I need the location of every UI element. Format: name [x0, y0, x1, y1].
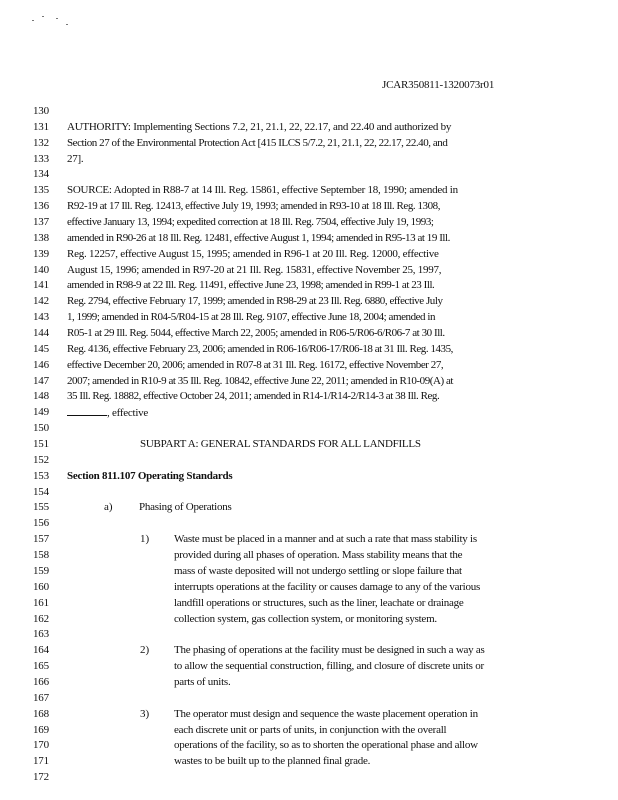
line-text: August 15, 1996; amended in R97-20 at 21 Ill. Reg. 15831, effective November 25, 1997,	[67, 263, 442, 276]
line-text: AUTHORITY: Implementing Sections 7.2, 21, 21.1, 22, 22.17, and 22.40 and authorized by	[67, 120, 452, 133]
line-text: to allow the sequential construction, filling, and closure of discrete units or	[174, 660, 484, 673]
line-number: 158	[33, 549, 49, 562]
line-137	[0, 215, 618, 231]
subitem-label: 2)	[140, 644, 150, 657]
line-169	[0, 723, 618, 739]
line-136	[0, 199, 618, 215]
line-number: 167	[33, 691, 49, 704]
line-text-with-blank	[67, 405, 148, 422]
line-text: operations of the facility, so as to shorten the operational phase and allow	[174, 739, 478, 752]
line-number: 150	[33, 422, 49, 435]
line-139	[0, 247, 618, 263]
line-number: 141	[33, 279, 49, 292]
line-134	[0, 167, 618, 183]
line-text: parts of units.	[174, 675, 231, 688]
line-text: 1, 1999; amended in R04-5/R04-15 at 28 Ill. Reg. 9107, effective June 18, 2004; amended in	[67, 311, 436, 324]
line-153	[0, 469, 618, 485]
line-132	[0, 136, 618, 152]
line-166	[0, 675, 618, 691]
line-text: provided during all phases of operation. Mass stability means that the	[174, 549, 463, 562]
line-162	[0, 612, 618, 628]
line-165	[0, 659, 618, 675]
line-157	[0, 532, 618, 548]
section-heading: Section 811.107 Operating Standards	[67, 469, 233, 482]
line-number: 157	[33, 533, 49, 546]
line-149	[0, 405, 618, 421]
line-number: 163	[33, 628, 49, 641]
line-number: 132	[33, 136, 49, 149]
line-141	[0, 278, 618, 294]
line-text: R05-1 at 29 Ill. Reg. 5044, effective March 22, 2005; amended in R06-5/R06-6/R06-7 at 30 Ill.	[67, 327, 445, 340]
line-135	[0, 183, 618, 199]
line-text: amended in R90-26 at 18 Ill. Reg. 12481, effective August 1, 1994; amended in R95-13 at 19 Ill.	[67, 231, 450, 244]
line-number: 151	[33, 438, 49, 451]
line-131	[0, 120, 618, 136]
line-text: effective December 20, 2006; amended in R07-8 at 31 Ill. Reg. 16172, effective November 27,	[67, 358, 444, 371]
line-143	[0, 310, 618, 326]
line-number: 133	[33, 152, 49, 165]
line-number: 147	[33, 374, 49, 387]
line-161	[0, 596, 618, 612]
line-number: 164	[33, 644, 49, 657]
line-number: 148	[33, 390, 49, 403]
line-133	[0, 152, 618, 168]
line-text: interrupts operations at the facility or causes damage to any of the various	[174, 580, 481, 593]
line-text: Waste must be placed in a manner and at such a rate that mass stability is	[174, 533, 477, 546]
line-number: 143	[33, 311, 49, 324]
line-138	[0, 231, 618, 247]
line-number: 168	[33, 707, 49, 720]
line-144	[0, 326, 618, 342]
line-142	[0, 294, 618, 310]
line-number: 130	[33, 105, 49, 117]
line-number: 161	[33, 596, 49, 609]
line-164	[0, 643, 618, 659]
line-text: 35 Ill. Reg. 18882, effective October 24, 2011; amended in R14-1/R14-2/R14-3 at 38 Ill. Reg.	[67, 390, 440, 403]
line-number: 145	[33, 342, 49, 355]
line-number: 134	[33, 168, 49, 181]
line-number: 162	[33, 612, 49, 625]
line-number: 135	[33, 184, 49, 197]
subitem-label: 1)	[140, 533, 150, 546]
line-number: 140	[33, 263, 49, 276]
line-168	[0, 707, 618, 723]
item-heading: Phasing of Operations	[139, 501, 232, 514]
line-text: wastes to be built up to the planned final grade.	[174, 755, 371, 768]
line-167	[0, 691, 618, 707]
line-text: mass of waste deposited will not undergo settling or slope failure that	[174, 564, 462, 577]
line-number: 170	[33, 739, 49, 752]
line-text: SOURCE: Adopted in R88-7 at 14 Ill. Reg. 15861, effective September 18, 1990; amended in	[67, 184, 458, 197]
line-text: The operator must design and sequence the waste placement operation in	[174, 707, 478, 720]
line-number: 152	[33, 453, 49, 466]
line-159	[0, 564, 618, 580]
line-text: R92-19 at 17 Ill. Reg. 12413, effective July 19, 1993; amended in R93-10 at 18 Ill. Reg. 1308,	[67, 200, 440, 213]
line-number: 138	[33, 231, 49, 244]
document-body	[0, 104, 618, 786]
line-number: 166	[33, 675, 49, 688]
subpart-heading: SUBPART A: GENERAL STANDARDS FOR ALL LANDFILLS	[140, 438, 421, 451]
line-text: amended in R98-9 at 22 Ill. Reg. 11491, effective June 23, 1998; amended in R99-1 at 23 Ill.	[67, 279, 435, 292]
line-text: 2007; amended in R10-9 at 35 Ill. Reg. 10842, effective June 22, 2011; amended in R10-09(A) at	[67, 374, 453, 387]
line-number: 149	[33, 406, 49, 419]
line-number: 146	[33, 358, 49, 371]
line-number: 172	[33, 771, 49, 784]
line-154	[0, 485, 618, 501]
line-156	[0, 516, 618, 532]
scan-marks	[32, 14, 72, 28]
line-text: , effective	[107, 407, 149, 420]
line-number: 142	[33, 295, 49, 308]
blank-underline	[67, 405, 107, 416]
line-160	[0, 580, 618, 596]
line-130	[0, 104, 618, 120]
line-number: 156	[33, 517, 49, 530]
line-number: 153	[33, 469, 49, 482]
line-172	[0, 770, 618, 786]
line-163	[0, 627, 618, 643]
line-text: effective January 13, 1994; expedited correction at 18 Ill. Reg. 7504, effective July 19, 1993;	[67, 216, 434, 229]
line-number: 137	[33, 216, 49, 229]
line-148	[0, 389, 618, 405]
line-145	[0, 342, 618, 358]
line-number: 155	[33, 501, 49, 514]
line-text: collection system, gas collection system, or monitoring system.	[174, 612, 437, 625]
line-171	[0, 754, 618, 770]
line-text: each discrete unit or parts of units, in conjunction with the overall	[174, 723, 447, 736]
line-number: 139	[33, 247, 49, 260]
line-152	[0, 453, 618, 469]
line-number: 171	[33, 755, 49, 768]
line-number: 160	[33, 580, 49, 593]
line-number: 136	[33, 200, 49, 213]
line-147	[0, 374, 618, 390]
line-number: 165	[33, 660, 49, 673]
line-146	[0, 358, 618, 374]
line-text: Reg. 4136, effective February 23, 2006; amended in R06-16/R06-17/R06-18 at 31 Ill. Reg. 1435,	[67, 342, 453, 355]
line-140	[0, 263, 618, 279]
line-text: The phasing of operations at the facility must be designed in such a way as	[174, 644, 485, 657]
line-text: Section 27 of the Environmental Protection Act [415 ILCS 5/7.2, 21, 21.1, 22, 22.17, 22.40, and	[67, 136, 448, 149]
subitem-label: 3)	[140, 707, 150, 720]
line-158	[0, 548, 618, 564]
line-number: 144	[33, 327, 49, 340]
line-155	[0, 500, 618, 516]
line-170	[0, 738, 618, 754]
line-text: landfill operations or structures, such as the liner, leachate or drainage	[174, 596, 464, 609]
item-label: a)	[104, 501, 113, 514]
line-number: 154	[33, 485, 49, 498]
line-number: 159	[33, 564, 49, 577]
line-150	[0, 421, 618, 437]
line-151	[0, 437, 618, 453]
line-text: Reg. 2794, effective February 17, 1999; amended in R98-29 at 23 Ill. Reg. 6880, effective July	[67, 295, 443, 308]
line-text: Reg. 12257, effective August 15, 1995; amended in R96-1 at 20 Ill. Reg. 12000, effective	[67, 247, 439, 260]
line-text: 27].	[67, 152, 84, 165]
line-number: 131	[33, 120, 49, 133]
line-number: 169	[33, 723, 49, 736]
document-header-code: JCAR350811-1320073r01	[382, 79, 495, 91]
